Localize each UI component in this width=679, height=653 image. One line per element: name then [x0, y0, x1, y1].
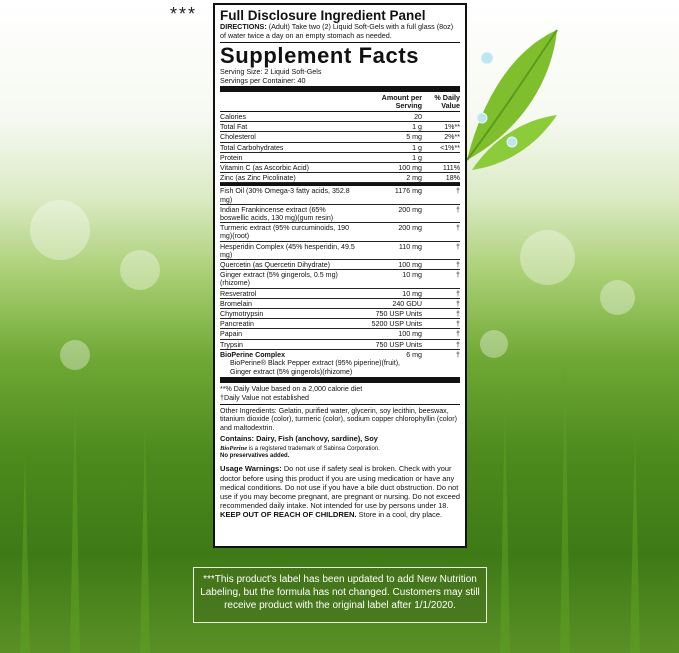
amount-header: Amount per Serving	[381, 93, 422, 110]
ingredient-amount: 750 USP Units	[375, 310, 422, 319]
ingredient-name: Calories	[220, 113, 247, 121]
ingredient-dv: †	[456, 330, 460, 339]
ingredient-amount: 110 mg	[398, 242, 422, 251]
table-row	[220, 132, 460, 142]
ingredient-name: BioPerine Complex	[220, 350, 286, 359]
ingredient-dv: †	[456, 299, 460, 308]
table-row	[220, 242, 460, 260]
ingredient-dv: †	[456, 320, 460, 329]
ingredient-name: Papain	[220, 330, 243, 339]
bioperine-logo: BioPerine	[220, 445, 248, 453]
dv-header: % Daily Value	[434, 93, 460, 110]
ingredient-dv: †	[456, 350, 460, 359]
table-row	[220, 173, 460, 183]
panel-title: Full Disclosure Ingredient Panel	[220, 8, 426, 23]
ingredient-name: Pancreatin	[220, 320, 254, 329]
leaf-icon	[462, 20, 562, 170]
ingredient-name: Vitamin C (as Ascorbic Acid)	[220, 164, 309, 173]
ingredient-name: Turmeric extract (95% curcuminoids, 190 mg)(root)	[220, 224, 350, 241]
footnote-not-established: †Daily Value not established	[220, 393, 309, 402]
asterisk-marker: ***	[170, 4, 198, 24]
ingredient-amount: 1 g	[412, 153, 422, 162]
footnotes	[220, 383, 460, 405]
bioperine-sub-1: BioPerine® Black Pepper extract (95% piperine)(fruit),	[230, 359, 401, 368]
nutrient-rows	[220, 112, 460, 183]
table-row	[220, 153, 460, 163]
table-row	[220, 205, 460, 223]
ingredient-name: Zinc (as Zinc Picolinate)	[220, 174, 296, 183]
ingredient-name: Hesperidin Complex (45% hesperidin, 49.5 mg)	[220, 242, 355, 259]
other-ingredients: Other Ingredients: Gelatin, purified water, glycerin, soy lecithin, beeswax, titanium dioxide (color), turmeric (color), sodium copper chlorophyllin (color) and maltodextrin.	[220, 407, 457, 432]
warnings-label: Usage Warnings:	[220, 464, 282, 474]
ingredient-amount: 240 GDU	[392, 299, 422, 308]
table-row	[220, 289, 460, 299]
allergen-contains: Contains: Dairy, Fish (anchovy, sardine), Soy	[220, 434, 378, 444]
label-update-notice: ***This product's label has been updated to add New Nutrition Labeling, but the formula has not changed. Customers may still receive product with the original label after 1/1/2020.	[193, 567, 487, 623]
ingredient-dv: †	[456, 310, 460, 319]
table-row	[220, 270, 460, 288]
ingredient-name: Fish Oil (30% Omega-3 fatty acids, 352.8 mg)	[220, 187, 350, 204]
table-row	[220, 340, 460, 350]
ingredient-amount: 750 USP Units	[375, 340, 422, 349]
ingredient-dv: †	[456, 261, 460, 270]
footnote-dv: **% Daily Value based on a 2,000 calorie diet	[220, 385, 363, 394]
ingredient-name: Cholesterol	[220, 133, 256, 142]
table-row	[220, 163, 460, 173]
directions	[220, 23, 460, 43]
storage-text: Store in a cool, dry place.	[358, 510, 443, 520]
ingredient-name: Total Carbohydrates	[220, 143, 284, 152]
ingredient-amount: 5 mg	[406, 133, 422, 142]
ingredient-name: Ginger extract (5% gingerols, 0.5 mg)(rhizome)	[220, 271, 338, 288]
keep-out-of-reach: KEEP OUT OF REACH OF CHILDREN.	[220, 510, 357, 520]
ingredient-amount: 1 g	[412, 143, 422, 152]
ingredient-dv	[422, 154, 460, 162]
table-row	[220, 299, 460, 309]
serving-size: Serving Size: 2 Liquid Soft-Gels	[220, 67, 322, 76]
ingredient-name: Protein	[220, 153, 243, 162]
trademark-text: is a registered trademark of Sabinsa Corporation.	[248, 446, 380, 453]
ingredient-amount: 1176 mg	[394, 187, 422, 196]
ingredient-panel	[213, 3, 467, 548]
directions-label: DIRECTIONS:	[220, 22, 267, 31]
usage-warnings	[220, 464, 460, 519]
servings-per-container: Servings per Container: 40	[220, 75, 306, 85]
ingredient-dv: †	[456, 205, 460, 214]
ingredient-amount: 10 mg	[402, 289, 422, 298]
no-preservatives: No preservatives added.	[220, 453, 290, 460]
ingredient-amount: 200 mg	[398, 224, 422, 233]
supplement-facts-title: Supplement Facts	[220, 43, 420, 68]
table-row	[220, 186, 460, 204]
ingredient-amount: 100 mg	[398, 330, 422, 339]
table-row	[220, 260, 460, 270]
table-row	[220, 112, 460, 122]
ingredient-name: Resveratrol	[220, 289, 257, 298]
ingredient-name: Chymotrypsin	[220, 310, 264, 319]
directions-text: (Adult) Take two (2) Liquid Soft-Gels with a full glass (8oz) of water twice a day on an empty stomach as needed.	[220, 22, 454, 40]
ingredient-dv: 2%**	[444, 133, 460, 142]
table-row	[220, 122, 460, 132]
warnings-text: Do not use if safety seal is broken. Check with your doctor before using this product if you are using medication or have any medical conditions. Do not use if you have a bile duct obstruction. Do not use if you may become pregnant, are pregnant or nursing. Do not exceed recommended daily intake. Not intended for use by persons under 18.	[220, 464, 460, 511]
ingredient-name: Bromelain	[220, 299, 252, 308]
table-row	[220, 223, 460, 241]
ingredient-dv: 111%	[442, 164, 460, 173]
ingredient-dv	[422, 113, 460, 121]
trademark-note	[220, 445, 460, 453]
ingredient-dv: †	[456, 340, 460, 349]
ingredient-dv: <1%**	[440, 143, 460, 152]
table-row	[220, 309, 460, 319]
ingredient-dv: †	[456, 187, 460, 196]
ingredient-dv: †	[456, 271, 460, 280]
ingredient-dv: 18%	[445, 174, 460, 183]
ingredient-dv: †	[456, 289, 460, 298]
ingredient-amount: 6 mg	[406, 350, 422, 359]
ingredient-amount: 100 mg	[398, 261, 422, 270]
ingredient-dv: 1%**	[444, 123, 460, 132]
column-header	[220, 92, 460, 112]
ingredient-name: Total Fat	[220, 123, 248, 132]
ingredient-name: Trypsin	[220, 340, 243, 349]
table-row	[220, 350, 460, 359]
ingredient-dv: †	[456, 224, 460, 233]
table-row	[220, 319, 460, 329]
ingredient-dv: †	[456, 242, 460, 251]
ingredient-rows	[220, 186, 460, 349]
ingredient-amount: 2 mg	[406, 174, 422, 183]
ingredient-amount: 1 g	[412, 123, 422, 132]
table-row	[220, 329, 460, 339]
ingredient-name: Indian Frankincense extract (65% boswellic acids, 130 mg)(gum resin)	[220, 205, 334, 223]
ingredient-amount: 5200 USP Units	[371, 320, 422, 329]
ingredient-amount: 20	[414, 113, 422, 121]
ingredient-amount: 100 mg	[398, 164, 422, 173]
table-row	[220, 143, 460, 153]
ingredient-amount: 200 mg	[398, 205, 422, 214]
bioperine-sub-2: Ginger extract (5% gingerols)(rhizome)	[230, 367, 353, 376]
ingredient-name: Quercetin (as Quercetin Dihydrate)	[220, 261, 330, 270]
ingredient-amount: 10 mg	[402, 271, 422, 280]
